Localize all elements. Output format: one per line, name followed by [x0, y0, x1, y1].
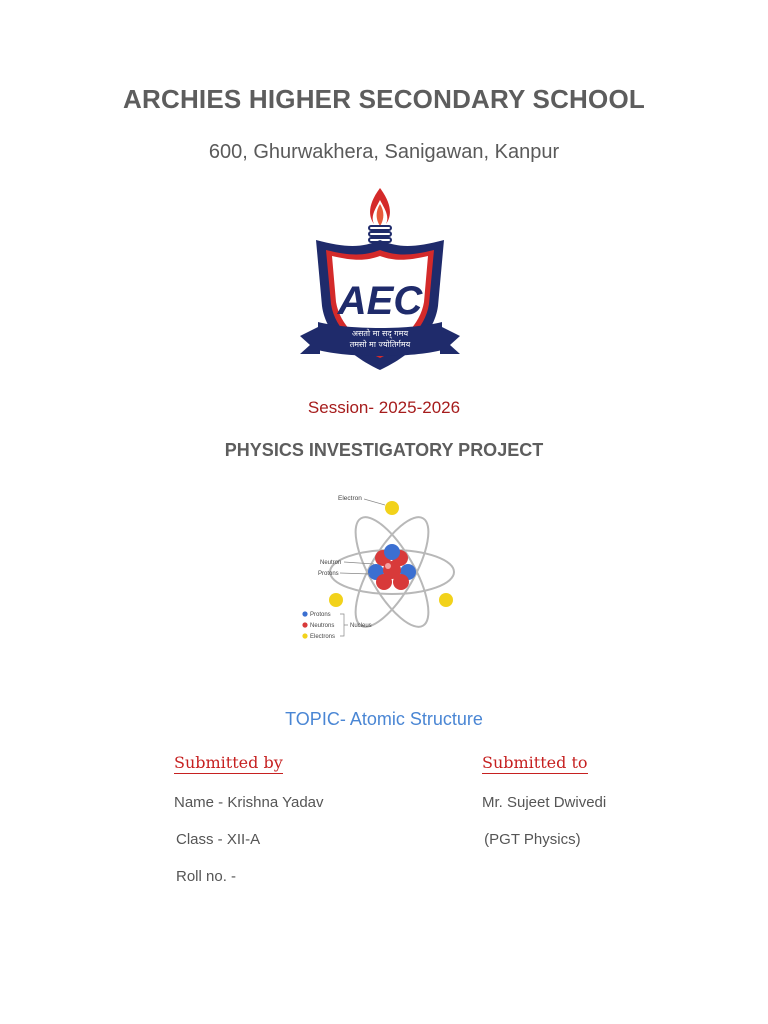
label-neutron: Neutron: [320, 560, 342, 566]
electron-right: [439, 593, 453, 607]
legend-nucleus: Nucleus: [350, 623, 372, 629]
submitted-by-heading: Submitted by: [174, 753, 283, 772]
atom-diagram: [288, 488, 480, 644]
school-name: ARCHIES HIGHER SECONDARY SCHOOL: [123, 84, 645, 114]
school-address: 600, Ghurwakhera, Sanigawan, Kanpur: [208, 141, 560, 163]
legend-electrons: Electrons: [310, 634, 336, 640]
school-logo: [298, 186, 462, 374]
logo-letters: AEC: [337, 279, 423, 323]
submitted-to-heading: Submitted to: [482, 753, 588, 772]
student-name: Name - Krishna Yadav: [174, 794, 324, 811]
project-title: PHYSICS INVESTIGATORY PROJECT: [224, 440, 544, 460]
topic-label: TOPIC- Atomic Structure: [285, 709, 483, 729]
banner-line-1: असतो मा सद् गमय: [351, 329, 409, 338]
electron-left: [329, 593, 343, 607]
teacher-name: Mr. Sujeet Dwivedi: [482, 794, 607, 811]
label-electron: Electron: [338, 495, 362, 502]
electron-top: [385, 501, 399, 515]
student-class: Class - XII-A: [176, 831, 261, 848]
torch-handle: [369, 226, 391, 230]
label-protons: Protons: [318, 571, 339, 577]
teacher-designation: (PGT Physics): [480, 831, 581, 848]
legend-protons: Protons: [310, 612, 331, 618]
session-label: Session- 2025-2026: [307, 398, 461, 417]
logo-banner: [300, 326, 320, 354]
legend-neutrons: Neutrons: [310, 623, 335, 629]
banner-line-2: तमसो मा ज्योतिर्गमय: [349, 340, 411, 349]
student-roll: Roll no. -: [176, 868, 237, 885]
